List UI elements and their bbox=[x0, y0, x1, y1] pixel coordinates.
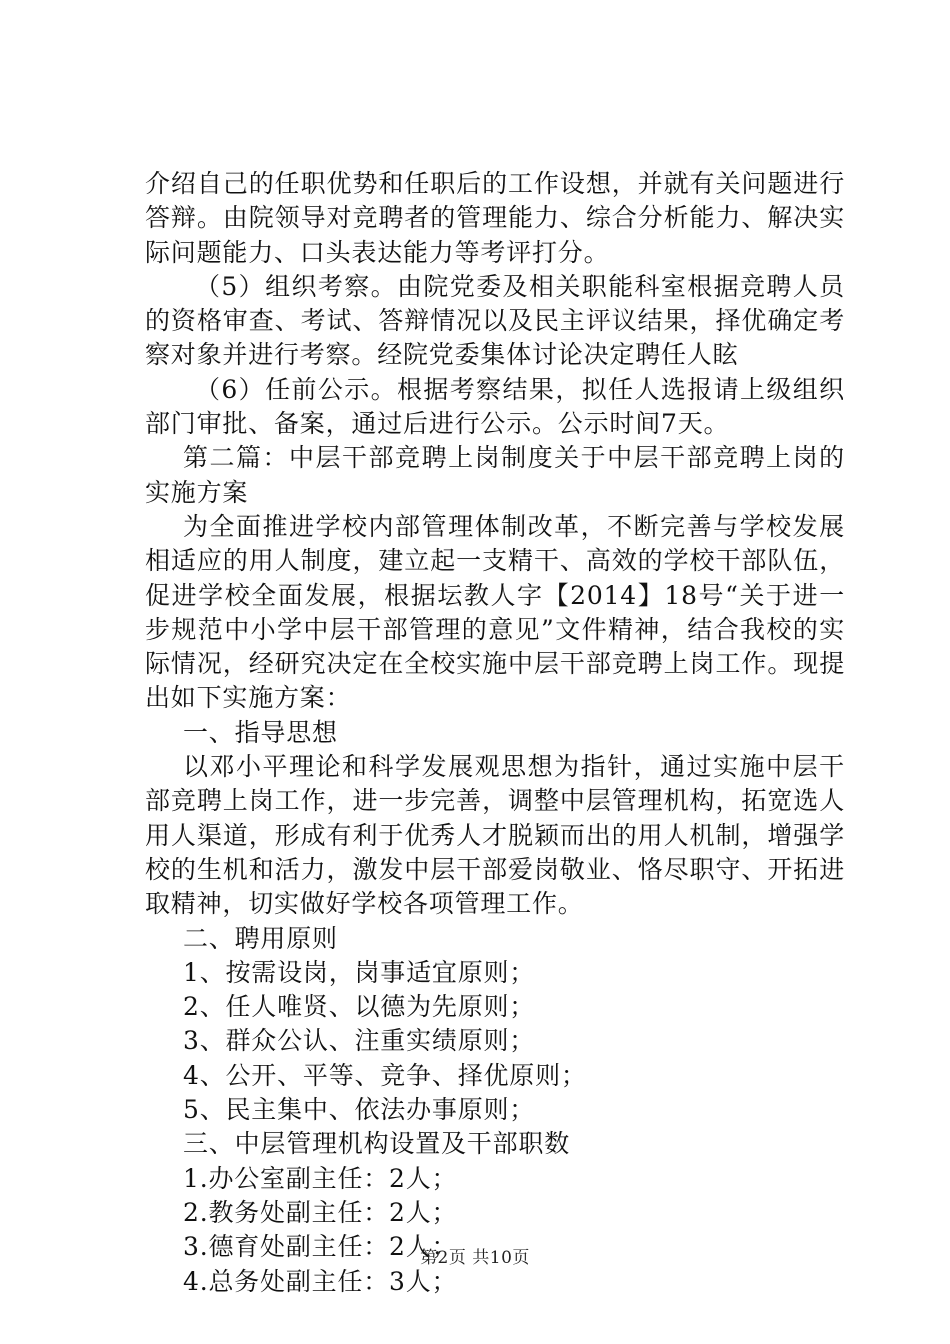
heading-principles: 二、聘用原则 bbox=[183, 923, 338, 953]
paragraph-intro-continuation: 介绍自己的任职优势和任职后的工作设想，并就有关问题进行答辩。由院领导对竞聘者的管理能力、综合分析能力、解决实际问题能力、口头表达能力等考评打分。 bbox=[145, 169, 845, 267]
list-item-post-3: 3.德育处副主任：2人； bbox=[183, 1232, 458, 1262]
list-item-post-4: 4.总务处副主任：3人； bbox=[183, 1266, 458, 1296]
list-item-principle-4: 4、公开、平等、竞争、择优原则； bbox=[183, 1060, 587, 1090]
list-item-principle-5: 5、民主集中、依法办事原则； bbox=[183, 1095, 536, 1125]
heading-structure: 三、中层管理机构设置及干部职数 bbox=[183, 1129, 571, 1159]
page-number-footer: 第2页 共10页 bbox=[420, 1248, 530, 1268]
document-body bbox=[145, 167, 845, 1299]
list-item-post-2: 2.教务处副主任：2人； bbox=[183, 1197, 458, 1227]
heading-guiding-ideology: 一、指导思想 bbox=[183, 717, 338, 747]
paragraph-step-5: （5）组织考察。由院党委及相关职能科室根据竞聘人员的资格审查、考试、答辩情况以及民主评议结果，择优确定考察对象并进行考察。经院党委集体讨论决定聘任人眩 bbox=[145, 271, 845, 370]
paragraph-preamble: 为全面推进学校内部管理体制改革，不断完善与学校发展相适应的用人制度，建立起一支精干、高效的学校干部队伍，促进学校全面发展，根据坛教人字【2014】18号“关于进一步规范中小学中层干部管理的意见”文件精神，结合我校的实际情况，经研究决定在全校实施中层干部竞聘上岗工作。现提出如下实施方案： bbox=[145, 511, 845, 713]
paragraph-guiding-ideology: 以邓小平理论和科学发展观思想为指针，通过实施中层干部竞聘上岗工作，进一步完善，调整中层管理机构，拓宽选人用人渠道，形成有利于优秀人才脱颖而出的用人机制，增强学校的生机和活力，激发中层干部爱岗敬业、恪尽职守、开拓进取精神，切实做好学校各项管理工作。 bbox=[145, 752, 845, 919]
list-item-principle-1: 1、按需设岗，岗事适宜原则； bbox=[183, 957, 536, 987]
list-item-post-1: 1.办公室副主任：2人； bbox=[183, 1163, 458, 1193]
list-item-principle-2: 2、任人唯贤、以德为先原则； bbox=[183, 992, 536, 1022]
section-title-part-two: 第二篇：中层干部竞聘上岗制度关于中层干部竞聘上岗的实施方案 bbox=[145, 443, 845, 507]
list-item-principle-3: 3、群众公认、注重实绩原则； bbox=[183, 1026, 536, 1056]
paragraph-step-6: （6）任前公示。根据考察结果，拟任人选报请上级组织部门审批、备案，通过后进行公示。公示时间7天。 bbox=[145, 374, 845, 439]
